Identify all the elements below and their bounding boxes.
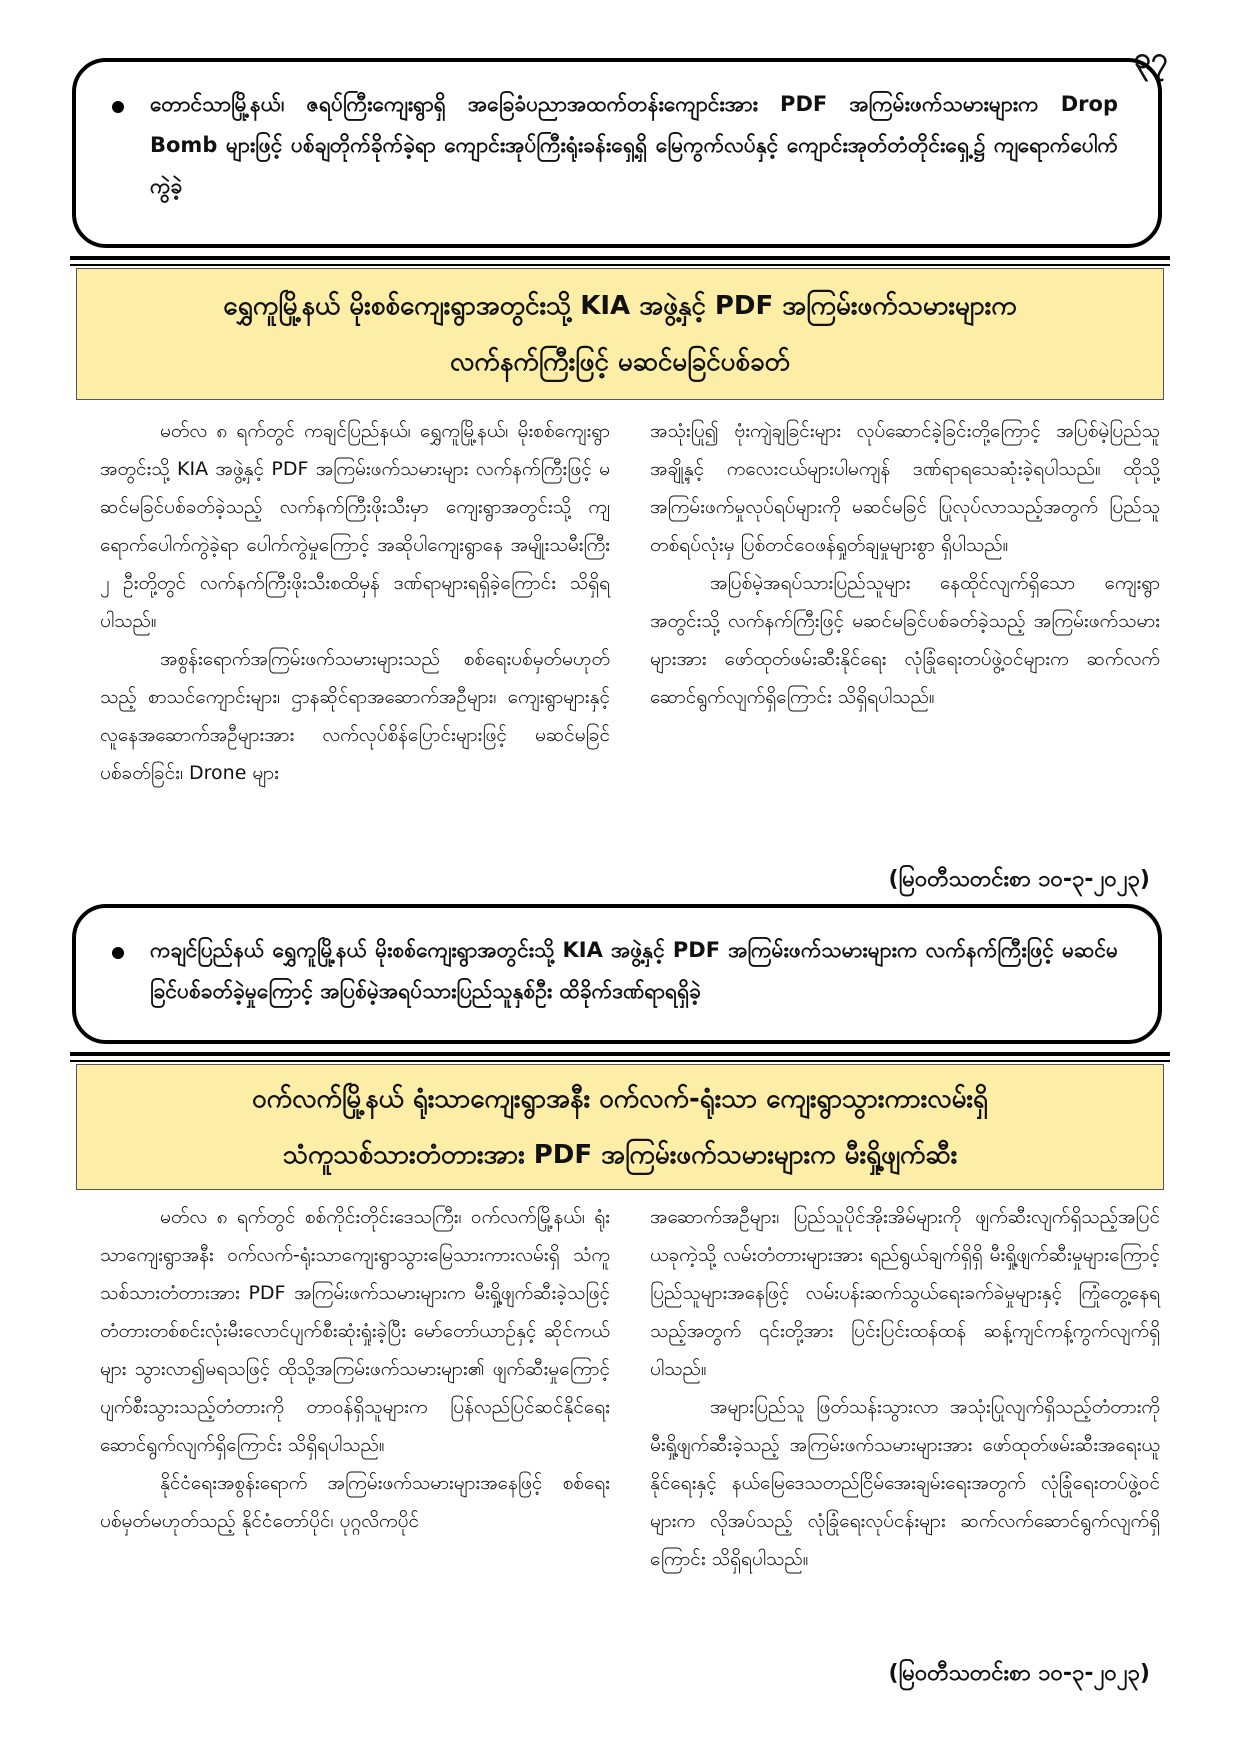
right-column <box>650 412 1160 882</box>
headline-line: သံကူသစ်သားတံတားအား PDF အကြမ်းဖက်သမားများက မီးရှို့ဖျက်ဆီး <box>282 1140 958 1170</box>
paragraph: အပြစ်မဲ့အရပ်သားပြည်သူများ နေထိုင်လျက်ရှိသော ကျေးရွာအတွင်းသို့ လက်နက်ကြီးဖြင့် မဆင်မခြင်ပစ်ခတ်ခဲ့သည့် အကြမ်းဖက်သမားများအား ဖော်ထုတ်ဖမ်းဆီးနိုင်ရေး လုံခြုံရေးတပ်ဖွဲ့ဝင်များက ဆက်လက်ဆောင်ရွက်လျက်ရှိကြောင်း သိရှိရပါသည်။ <box>650 572 1160 708</box>
summary-box <box>72 904 1162 1044</box>
article-source: (မြဝတီသတင်းစာ ၁၀-၃-၂၀၂၃) <box>888 1661 1150 1686</box>
summary-text: တောင်သာမြို့နယ်၊ ဇရပ်ကြီးကျေးရွာရှိ အခြေခံပညာအထက်တန်းကျောင်းအား PDF အကြမ်းဖက်သမားများက Drop Bomb များဖြင့် ပစ်ချတိုက်ခိုက်ခဲ့ရာ ကျောင်းအုပ်ကြီးရုံးခန်းရှေ့ရှိ မြေကွက်လပ်နှင့် ကျောင်းအုတ်တံတိုင်းရှေ့၌ ကျရောက်ပေါက်ကွဲခဲ့ <box>150 92 1118 198</box>
article-source: (မြဝတီသတင်းစာ ၁၀-၃-၂၀၂၃) <box>888 867 1150 892</box>
headline-line: လက်နက်ကြီးဖြင့် မဆင်မခြင်ပစ်ခတ် <box>450 347 790 377</box>
article-headline <box>76 268 1164 400</box>
right-column <box>650 1198 1160 1648</box>
paragraph: အများပြည်သူ ဖြတ်သန်းသွားလာ အသုံးပြုလျက်ရှိသည့်တံတားကို မီးရှို့ဖျက်ဆီးခဲ့သည့် အကြမ်းဖက်သမားများအား ဖော်ထုတ်ဖမ်းဆီးအရေးယူနိုင်ရေးနှင့် နယ်မြေဒေသတည်ငြိမ်အေးချမ်းရေးအတွက် လုံခြုံရေးတပ်ဖွဲ့ဝင်များက လိုအပ်သည့် လုံခြုံရေးလုပ်ငန်းများ ဆက်လက်ဆောင်ရွက်လျက်ရှိကြောင်း သိရှိရပါသည်။ <box>650 1396 1160 1570</box>
paragraph: အဆောက်အဦများ၊ ပြည်သူပိုင်အိုးအိမ်များကို ဖျက်ဆီးလျက်ရှိသည့်အပြင် ယခုကဲ့သို့ လမ်းတံတားများအား ရည်ရွယ်ချက်ရှိရှိ မီးရှို့ဖျက်ဆီးမှုများကြောင့် ပြည်သူများအနေဖြင့် လမ်းပန်းဆက်သွယ်ရေးခက်ခဲမှုများနှင့် ကြုံတွေ့နေရသည့်အတွက် ၎င်းတို့အား ပြင်းပြင်းထန်ထန် ဆန့်ကျင်ကန့်ကွက်လျက်ရှိပါသည်။ <box>650 1206 1160 1380</box>
paragraph: အစွန်းရောက်အကြမ်းဖက်သမားများသည် စစ်ရေးပစ်မှတ်မဟုတ်သည့် စာသင်ကျောင်းများ၊ ဌာနဆိုင်ရာအဆောက်အဦများ၊ ကျေးရွာများနှင့် လူနေအဆောက်အဦများအား လက်လုပ်စိန်ပြောင်းများဖြင့် မဆင်မခြင်ပစ်ခတ်ခြင်း၊ Drone များ <box>100 648 610 784</box>
paragraph: မတ်လ ၈ ရက်တွင် ကချင်ပြည်နယ်၊ ရွှေကူမြို့နယ်၊ မိုးစစ်ကျေးရွာအတွင်းသို့ KIA အဖွဲ့နှင့် PDF အကြမ်းဖက်သမားများ လက်နက်ကြီးဖြင့် မဆင်မခြင်ပစ်ခတ်ခဲ့သည့် လက်နက်ကြီးဖိုးသီးမှာ ကျေးရွာအတွင်းသို့ ကျရောက်ပေါက်ကွဲခဲ့ရာ ပေါက်ကွဲမှုကြောင့် အဆိုပါကျေးရွာနေ အမျိုးသမီးကြီး ၂ ဦးတို့တွင် လက်နက်ကြီးဖိုးသီးစထိမှန် ဒဏ်ရာများရရှိခဲ့ကြောင်း သိရှိရပါသည်။ <box>100 420 610 632</box>
paragraph: နိုင်ငံရေးအစွန်းရောက် အကြမ်းဖက်သမားများအနေဖြင့် စစ်ရေးပစ်မှတ်မဟုတ်သည့် နိုင်ငံတော်ပိုင်၊ ပုဂ္ဂလိကပိုင် <box>100 1472 610 1532</box>
article-body <box>100 1198 1160 1648</box>
article-body <box>100 412 1160 882</box>
headline-line: ဝက်လက်မြို့နယ် ရုံးသာကျေးရွာအနီး ဝက်လက်-ရုံးသာ ကျေးရွာသွားကားလမ်းရှိ <box>252 1084 988 1114</box>
paragraph: မတ်လ ၈ ရက်တွင် စစ်ကိုင်းတိုင်းဒေသကြီး၊ ဝက်လက်မြို့နယ်၊ ရုံးသာကျေးရွာအနီး ဝက်လက်-ရုံးသာကျေးရွာသွားမြေသားကားလမ်းရှိ သံကူသစ်သားတံတားအား PDF အကြမ်းဖက်သမားများက မီးရှို့ဖျက်ဆီးခဲ့သဖြင့် တံတားတစ်စင်းလုံးမီးလောင်ပျက်စီးဆုံးရှုံးခဲ့ပြီး မော်တော်ယာဉ်နှင့် ဆိုင်ကယ်များ သွားလာ၍မရသဖြင့် ထိုသို့အကြမ်းဖက်သမားများ၏ ဖျက်ဆီးမှုကြောင့် ပျက်စီးသွားသည့်တံတားကို တာဝန်ရှိသူများက ပြန်လည်ပြင်ဆင်နိုင်ရေး ဆောင်ရွက်လျက်ရှိကြောင်း သိရှိရပါသည်။ <box>100 1206 610 1456</box>
left-column <box>100 1198 610 1648</box>
section-divider <box>70 256 1170 266</box>
paragraph: အသုံးပြု၍ ဗုံးကျဲချခြင်းများ လုပ်ဆောင်ခဲ့ခြင်းတို့ကြောင့် အပြစ်မဲ့ပြည်သူအချို့နှင့် ကလေးငယ်များပါမကျန် ဒဏ်ရာရသေဆုံးခဲ့ရပါသည်။ ထိုသို့အကြမ်းဖက်မှုလုပ်ရပ်များကို မဆင်မခြင် ပြုလုပ်လာသည့်အတွက် ပြည်သူတစ်ရပ်လုံးမှ ပြစ်တင်ဝေဖန်ရှုတ်ချမှုများစွာ ရှိပါသည်။ <box>650 420 1160 556</box>
summary-box <box>72 58 1162 248</box>
summary-text: ကချင်ပြည်နယ် ရွှေကူမြို့နယ် မိုးစစ်ကျေးရွာအတွင်းသို့ KIA အဖွဲ့နှင့် PDF အကြမ်းဖက်သမားများက လက်နက်ကြီးဖြင့် မဆင်မခြင်ပစ်ခတ်ခဲ့မှုကြောင့် အပြစ်မဲ့အရပ်သားပြည်သူနှစ်ဦး ထိခိုက်ဒဏ်ရာရရှိခဲ့ <box>150 938 1118 1003</box>
bullet-icon <box>112 101 124 113</box>
left-column <box>100 412 610 882</box>
headline-line: ရွှေကူမြို့နယ် မိုးစစ်ကျေးရွာအတွင်းသို့ KIA အဖွဲ့နှင့် PDF အကြမ်းဖက်သမားများက <box>223 291 1017 321</box>
article-headline <box>76 1064 1164 1190</box>
page-number: ၃၇ <box>1134 41 1168 76</box>
bullet-icon <box>112 947 124 959</box>
section-divider <box>70 1052 1170 1062</box>
